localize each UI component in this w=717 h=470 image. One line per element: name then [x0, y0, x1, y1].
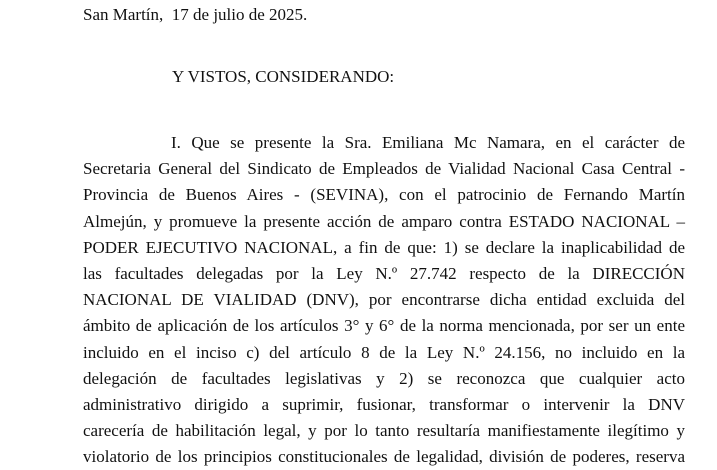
paragraph-line: Almejún, y promueve la presente acción de amparo contra ESTADO NACIONAL –	[83, 211, 685, 231]
paragraph-line: Provincia de Buenos Aires - (SEVINA), con el patrocinio de Fernando Martín	[83, 185, 685, 205]
paragraph-line: administrativo dirigido a suprimir, fusionar, transformar o intervenir la DNV	[83, 394, 685, 414]
paragraph-line: incluido en el inciso c) del artículo 8 de la Ley N.º 24.156, no incluido en la	[83, 342, 685, 362]
paragraph-line: Secretaria General del Sindicato de Empleados de Vialidad Nacional Casa Central -	[83, 159, 685, 179]
paragraph-line: delegación de facultades legislativas y 2) se reconozca que cualquier acto	[83, 368, 685, 388]
paragraph-line: carecería de habilitación legal, y por lo tanto resultaría manifiestamente ilegítimo y	[83, 421, 685, 441]
section-heading: Y VISTOS, CONSIDERANDO:	[172, 67, 395, 86]
body-paragraph	[83, 130, 685, 470]
paragraph-line: NACIONAL DE VIALIDAD (DNV), por encontrarse dicha entidad excluida del	[83, 290, 685, 310]
paragraph-line: PODER EJECUTIVO NACIONAL, a fin de que: 1) se declare la inaplicabilidad de	[83, 237, 685, 257]
paragraph-line: violatorio de los principios constitucionales de legalidad, división de poderes, reserva	[83, 447, 685, 467]
paragraph-line: ámbito de aplicación de los artículos 3° y 6° de la norma mencionada, por ser un ente	[83, 316, 685, 336]
dateline: San Martín, 17 de julio de 2025.	[83, 5, 308, 24]
paragraph-line: las facultades delegadas por la Ley N.º 27.742 respecto de la DIRECCIÓN	[83, 263, 685, 283]
paragraph-line: I. Que se presente la Sra. Emiliana Mc Namara, en el carácter de	[171, 133, 685, 152]
